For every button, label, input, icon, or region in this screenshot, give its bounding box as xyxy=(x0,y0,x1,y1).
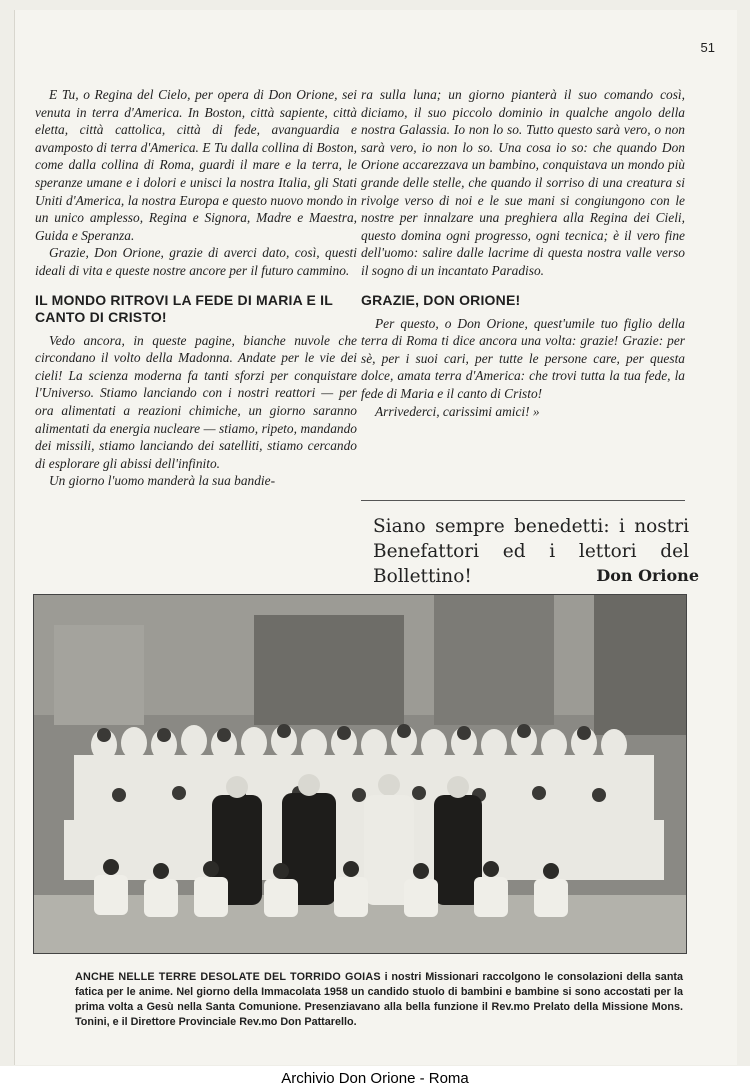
bulletin-page xyxy=(14,10,737,1065)
paragraph-grazie: Grazie, Don Orione, grazie di averci dato, così, questi ideali di vita e queste nostre ancore per il futuro cammino. xyxy=(35,245,357,278)
left-column xyxy=(35,86,357,490)
photo-caption xyxy=(75,970,683,1030)
blessing-text: Siano sempre benedetti: i nostri Benefattori ed i lettori del Bollettino! xyxy=(373,516,689,587)
signature: Don Orione xyxy=(596,566,699,585)
group-photo-illustration xyxy=(34,595,686,953)
paragraph-un-giorno: Un giorno l'uomo manderà la sua bandie- xyxy=(49,473,276,489)
page-number: 51 xyxy=(700,40,715,55)
group-photo xyxy=(33,594,687,954)
paragraph-vedo: Vedo ancora, in queste pagine, bianche nuvole che circondano il volto della Madonna. Andate per le vie dei cieli! La scienza moderna fa tanti sforzi per conquistare l'Universo. Stiamo lanciando con i nostri reattori — per ora alimentati a reazioni chimiche, un giorno saranno alimentati da energia nucleare — stiamo, ripeto, mandando dei missili, stiamo lanciando dei satelliti, stiamo cercando di esplorare gli abissi dell'infinito. xyxy=(35,332,357,471)
paragraph-per-questo: Per questo, o Don Orione, quest'umile tuo figlio della terra di Roma ti dice ancora una volta: grazie! Grazie: per sè, per i suoi cari, per tutte le persone care, per questa dolce, amata terra d'America: che trovi tutta la tua fede, la fede di Maria e il canto di Cristo! xyxy=(361,315,685,401)
caption-lead: ANCHE NELLE TERRE DESOLATE DEL TORRIDO GOIAS xyxy=(75,971,381,983)
divider xyxy=(361,500,685,501)
paragraph-signoff: Arrivederci, carissimi amici! » xyxy=(375,403,540,419)
section-heading-mondo: IL MONDO RITROVI LA FEDE DI MARIA E IL CANTO DI CRISTO! xyxy=(35,291,333,325)
paragraph-continuation: ra sulla luna; un giorno pianterà il suo comando così, diciamo, il suo piccolo dominio in qualche angolo della nostra Galassia. Io non lo so. Tutto questo sarà vero, o non sarà vero, io non lo so. Una cosa io so: che quando Don Orione accarezzava un bambino, conquistava un mondo più grande delle stelle, che quando il sorriso di una creatura si rivolge verso di noi e le sue mani si congiungono con le nostre per innalzare una preghiera alla Regina dei Cieli, questo domina ogni progresso, ogni tecnica; è il vero fine dell'uomo: salire dalle lacrime di questa nostra valle verso il sogno di un incantato Paradiso. xyxy=(361,87,685,278)
caption-text: i nostri Missionari raccolgono le consolazioni della santa fatica per le anime. Nel giorno della Immacolata 1958 un candido stuolo di bambini e bambine si sono accostati per la prima volta a Gesù nella Santa Comunione. Presenziavano alla bella funzione il Rev.mo Prelato della Missione Mons. Tonini, e il Direttore Provinciale Rev.mo Don Pattarello. xyxy=(75,971,684,1028)
section-heading-grazie: GRAZIE, DON ORIONE! xyxy=(361,291,521,308)
archive-footer: Archivio Don Orione - Roma xyxy=(0,1066,750,1091)
right-column xyxy=(361,86,685,420)
paragraph-regina: E Tu, o Regina del Cielo, per opera di Don Orione, sei venuta in terra d'America. In Boston, città sapiente, città eletta, città cattolica, città di fede, avanguardia e avamposto di terra d'America. E Tu dalla collina di Boston, come dalla collina di Roma, guardi il mare e la terra, le speranze umane e i dolori e unisci la nostra Italia, gli Stati Uniti d'America, la nostra Europa e questo nuovo mondo in un unico amplesso, Regina e Signora, Madre e Maestra, Guida e Speranza. xyxy=(35,87,357,243)
